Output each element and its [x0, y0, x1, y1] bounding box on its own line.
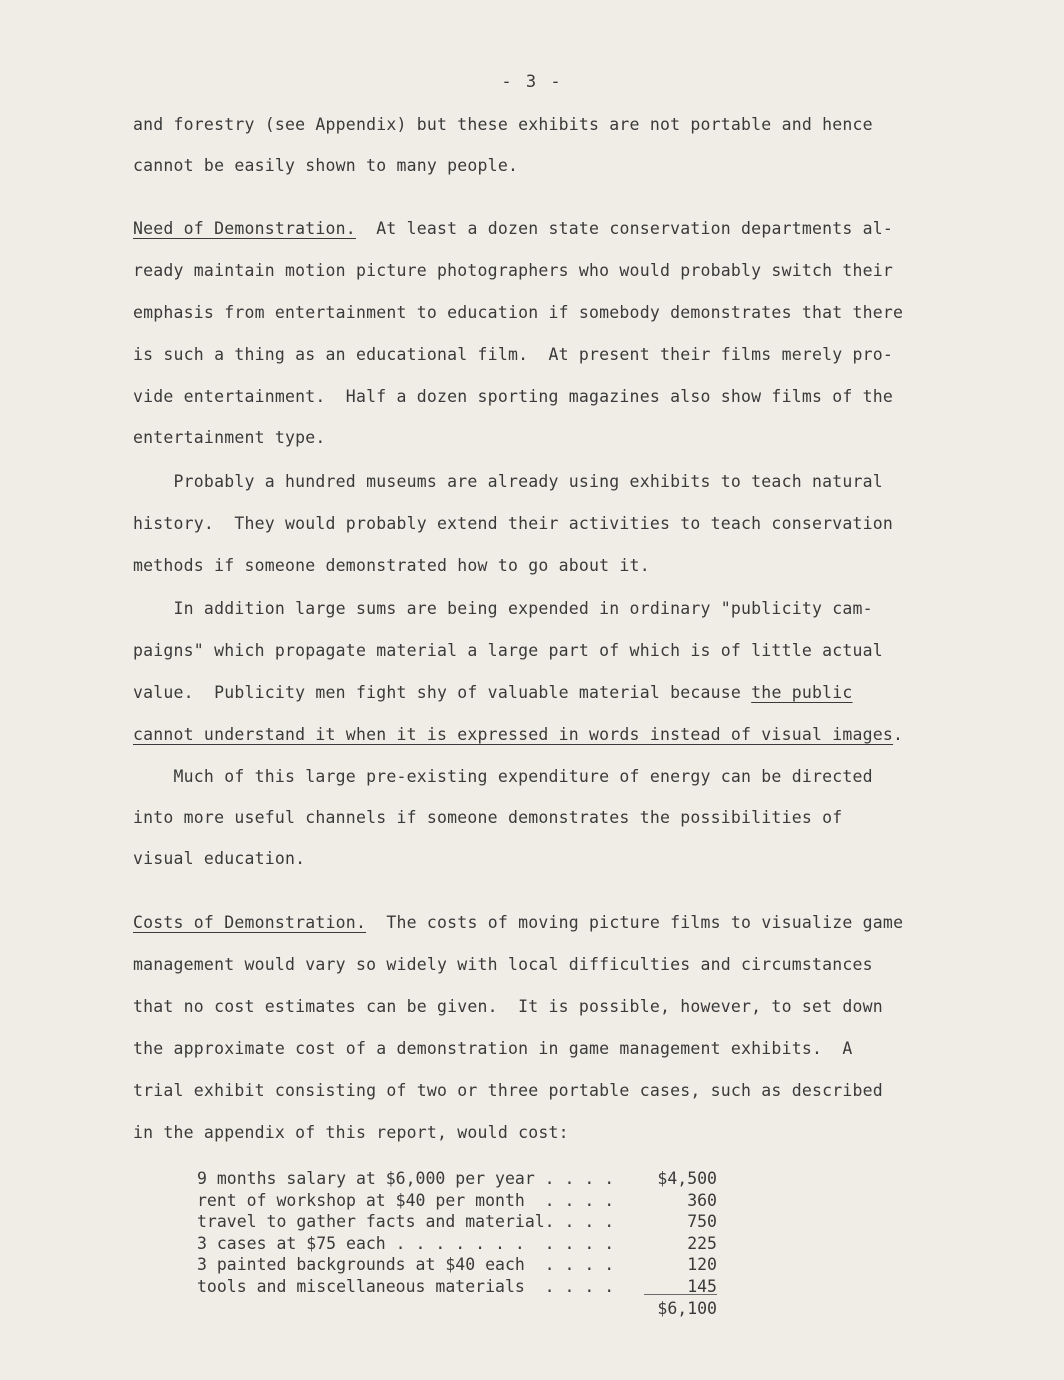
text-line: entertainment type.: [133, 428, 326, 447]
underlined-text: the public: [751, 683, 853, 702]
cost-row: [197, 1233, 717, 1255]
cost-amount: 360: [687, 1190, 717, 1210]
cost-description: tools and miscellaneous materials . . . .: [197, 1276, 615, 1296]
cost-row: [197, 1190, 717, 1212]
section-heading-need: Need of Demonstration.: [133, 219, 356, 238]
page-number: - 3 -: [501, 72, 563, 92]
cost-description: travel to gather facts and material. . . .: [197, 1212, 615, 1232]
cost-row: [197, 1168, 717, 1190]
text-line: the approximate cost of a demonstration in game management exhibits. A: [133, 1039, 853, 1058]
text-line-continuation: The costs of moving picture films to visualize game: [386, 913, 904, 932]
text-line: management would vary so widely with local difficulties and circumstances: [133, 955, 873, 974]
total-rule: [644, 1294, 717, 1295]
text-line: that no cost estimates can be given. It is possible, however, to set down: [133, 997, 883, 1016]
cost-amount: 145: [687, 1276, 717, 1296]
text-line: is such a thing as an educational film. At present their films merely pro-: [133, 345, 894, 364]
text-line: [133, 913, 903, 932]
text-span: .: [893, 725, 904, 744]
cost-total-row: [197, 1298, 717, 1320]
text-span: value. Publicity men fight shy of valuable material because: [133, 683, 752, 702]
cost-description: rent of workshop at $40 per month . . . .: [197, 1190, 615, 1210]
cost-description: 3 painted backgrounds at $40 each . . . .: [197, 1255, 615, 1275]
text-line: methods if someone demonstrated how to go about it.: [133, 556, 650, 575]
text-line: paigns" which propagate material a large part of which is of little actual: [133, 641, 883, 660]
text-line: visual education.: [133, 849, 306, 868]
text-line: [133, 219, 893, 238]
cost-table: [197, 1168, 717, 1319]
cost-description: 9 months salary at $6,000 per year . . . .: [197, 1169, 615, 1188]
text-line: in the appendix of this report, would cost:: [133, 1123, 569, 1142]
text-line: [133, 683, 853, 702]
cost-description: 3 cases at $75 each . . . . . . . . . . .: [197, 1233, 615, 1253]
cost-amount: $4,500: [657, 1169, 717, 1188]
text-line: ready maintain motion picture photographers who would probably switch their: [133, 261, 894, 280]
text-line: Much of this large pre-existing expenditure of energy can be directed: [133, 767, 873, 786]
text-line: emphasis from entertainment to education if somebody demonstrates that there: [133, 303, 904, 322]
cost-total: $6,100: [657, 1298, 717, 1318]
text-line: In addition large sums are being expended in ordinary "publicity cam-: [133, 599, 873, 618]
section-heading-costs: Costs of Demonstration.: [133, 913, 367, 932]
cost-row: [197, 1276, 717, 1298]
text-line: cannot be easily shown to many people.: [133, 156, 519, 175]
text-line: Probably a hundred museums are already using exhibits to teach natural: [133, 472, 883, 491]
cost-amount: 225: [687, 1233, 717, 1253]
text-line: into more useful channels if someone demonstrates the possibilities of: [133, 808, 843, 827]
text-line: [133, 725, 903, 744]
cost-row: [197, 1254, 717, 1276]
text-line: vide entertainment. Half a dozen sporting magazines also show films of the: [133, 387, 894, 406]
cost-amount: 120: [687, 1255, 717, 1275]
cost-row: [197, 1211, 717, 1233]
cost-amount: 750: [687, 1212, 717, 1232]
text-line: trial exhibit consisting of two or three portable cases, such as described: [133, 1081, 883, 1100]
text-line: and forestry (see Appendix) but these exhibits are not portable and hence: [133, 115, 873, 134]
underlined-text: cannot understand it when it is expressed in words instead of visual images: [133, 725, 894, 744]
text-line: history. They would probably extend their activities to teach conservation: [133, 514, 894, 533]
text-line-continuation: At least a dozen state conservation departments al-: [376, 219, 894, 238]
